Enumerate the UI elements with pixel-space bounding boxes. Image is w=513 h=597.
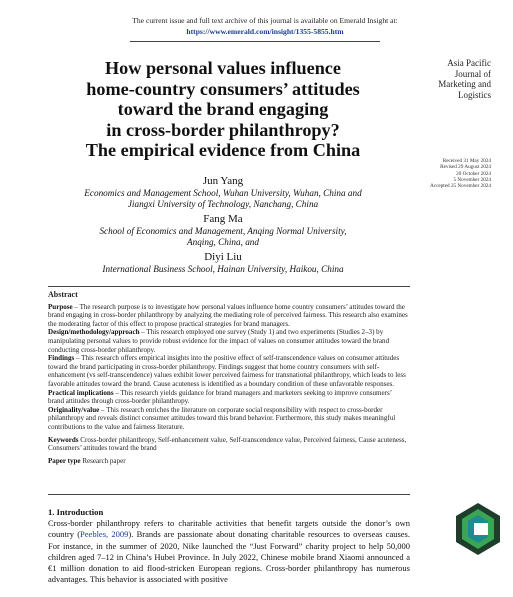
abstract-section (48, 291, 408, 465)
journal-name-line: Journal of (454, 68, 491, 79)
logo-notch (474, 523, 488, 535)
purpose-label: Purpose (48, 302, 73, 311)
implications-text: – This research yields guidance for brand managers and marketers seeking to improve consumers’ brand attitudes through cross-border philanthropy. (48, 388, 392, 406)
abstract-heading: Abstract (48, 290, 78, 299)
introduction-text: Cross-border philanthropy refers to charitable activities that benefit targets outside the donor’s own country ( (48, 518, 410, 540)
affiliation-line: International Business School, Hainan University, Haikou, China (102, 264, 344, 274)
title-line: toward the brand engaging (117, 99, 329, 119)
journal-name (405, 58, 491, 100)
originality-text: – This research enriches the literature on corporate social responsibility with respect to cross-border philanthropy and reveals distinct consumer attitudes toward this brand behavior. Furthermore, this study makes meaningful contributions to the value and fairness literature. (48, 405, 396, 431)
date-received: Received 31 May 2024 (442, 158, 491, 164)
purpose-text: – The research purpose is to investigate how personal values influence home country consumers’ attitudes toward the brand engaging in cross-border philanthropy by analyzing the mediating role of perceived fairness. This research also examines the moderating factor of this effect to propose practical strategies for brand managers. (48, 302, 408, 328)
keywords-label: Keywords (48, 435, 79, 444)
abstract-keywords (48, 436, 408, 453)
affiliation-line: Anqing, China, and (187, 237, 259, 248)
author-name: Diyi Liu (204, 251, 242, 263)
paper-title (48, 58, 398, 161)
abstract-purpose (48, 303, 408, 329)
title-line: in cross-border philanthropy? (106, 119, 340, 140)
affiliation-line: School of Economics and Management, Anqing Normal University, (99, 226, 347, 236)
introduction-section (48, 507, 410, 585)
abstract-bottom-divider (48, 494, 410, 495)
title-line: home-country consumers’ attitudes (86, 78, 360, 99)
archive-note-text: The current issue and full text archive of this journal is available on Emerald Insight at: (132, 16, 398, 25)
author-name: Jun Yang (202, 175, 244, 187)
journal-name-line: Asia Pacific (447, 58, 491, 68)
citation-link[interactable]: Peebles, 2009 (80, 529, 129, 540)
header-divider (130, 41, 380, 42)
title-line: How personal values influence (105, 58, 341, 78)
paper-type-label: Paper type (48, 456, 81, 465)
keywords-text: Cross-border philanthropy, Self-enhancement value, Self-transcendence value, Perceived fairness, Cause acuteness, Consumers’ attitudes toward the brand (48, 435, 407, 453)
findings-label: Findings (48, 354, 75, 363)
introduction-heading: 1. Introduction (48, 507, 104, 517)
affiliation-line: Jiangxi University of Technology, Nanchang, China (127, 199, 319, 210)
affiliation-line: Economics and Management School, Wuhan University, Wuhan, China and (84, 188, 362, 198)
author-name: Fang Ma (203, 213, 243, 225)
design-label: Design/methodology/approach (48, 328, 140, 337)
abstract-implications (48, 389, 408, 406)
crossmark-logo-icon[interactable] (450, 495, 506, 595)
author-affiliation (48, 188, 398, 211)
design-text: – This research employed one survey (Study 1) and two experiments (Studies 2–3) by manipulating personal values to provide robust evidence for the impact of values on consumer attitudes toward the brand conducting cross-border philanthropy. (48, 328, 390, 354)
author-affiliation (48, 264, 398, 275)
originality-label: Originality/value (48, 405, 100, 414)
abstract-paper-type (48, 457, 408, 466)
date-accepted: Accepted 25 November 2024 (430, 183, 491, 190)
journal-name-line: Logistics (458, 89, 491, 100)
date-revised: 5 November 2024 (453, 176, 491, 183)
implications-label: Practical implications (48, 388, 114, 397)
title-line: The empirical evidence from China (85, 140, 361, 160)
abstract-top-divider (48, 286, 410, 287)
author-affiliation (48, 226, 398, 249)
archive-url-link[interactable]: https://www.emerald.com/insight/1355-5855.htm (186, 27, 344, 36)
abstract-findings (48, 354, 408, 388)
date-revised: 20 October 2024 (456, 170, 491, 177)
abstract-design (48, 328, 408, 354)
paper-type-text: Research paper (80, 456, 126, 465)
submission-dates (408, 158, 491, 189)
archive-note (100, 15, 430, 37)
findings-text: – This research offers empirical insights into the positive effect of self-transcendence values on consumer attitudes toward the brand participating in cross-border philanthropy. Findings suggest that home country consumers with self-enhancement (vs self-transcendence) values exhibit lower perceived fairness for transnational philanthropy, which leads to less favorable attitudes toward the brand. Cause acuteness is identified as a boundary condition of these unfavorable responses. (48, 354, 406, 388)
journal-name-line: Marketing and (438, 79, 491, 89)
abstract-originality (48, 406, 408, 432)
introduction-text: ). Brands are passionate about donating charitable resources to overseas causes. For instance, in the summer of 2020, Nike launched the “Just Forward” charity project to help 50,000 children aged 7–12 in China’s Hubei Province. In July 2022, Chinese mobile brand Xiaomi announced a €1 million donation to aid flood-stricken European regions. Cross-border philanthropy has numerous advantages. This behavior is associated with positive (48, 529, 410, 585)
date-revised: Revised 29 August 2024 (440, 164, 491, 171)
